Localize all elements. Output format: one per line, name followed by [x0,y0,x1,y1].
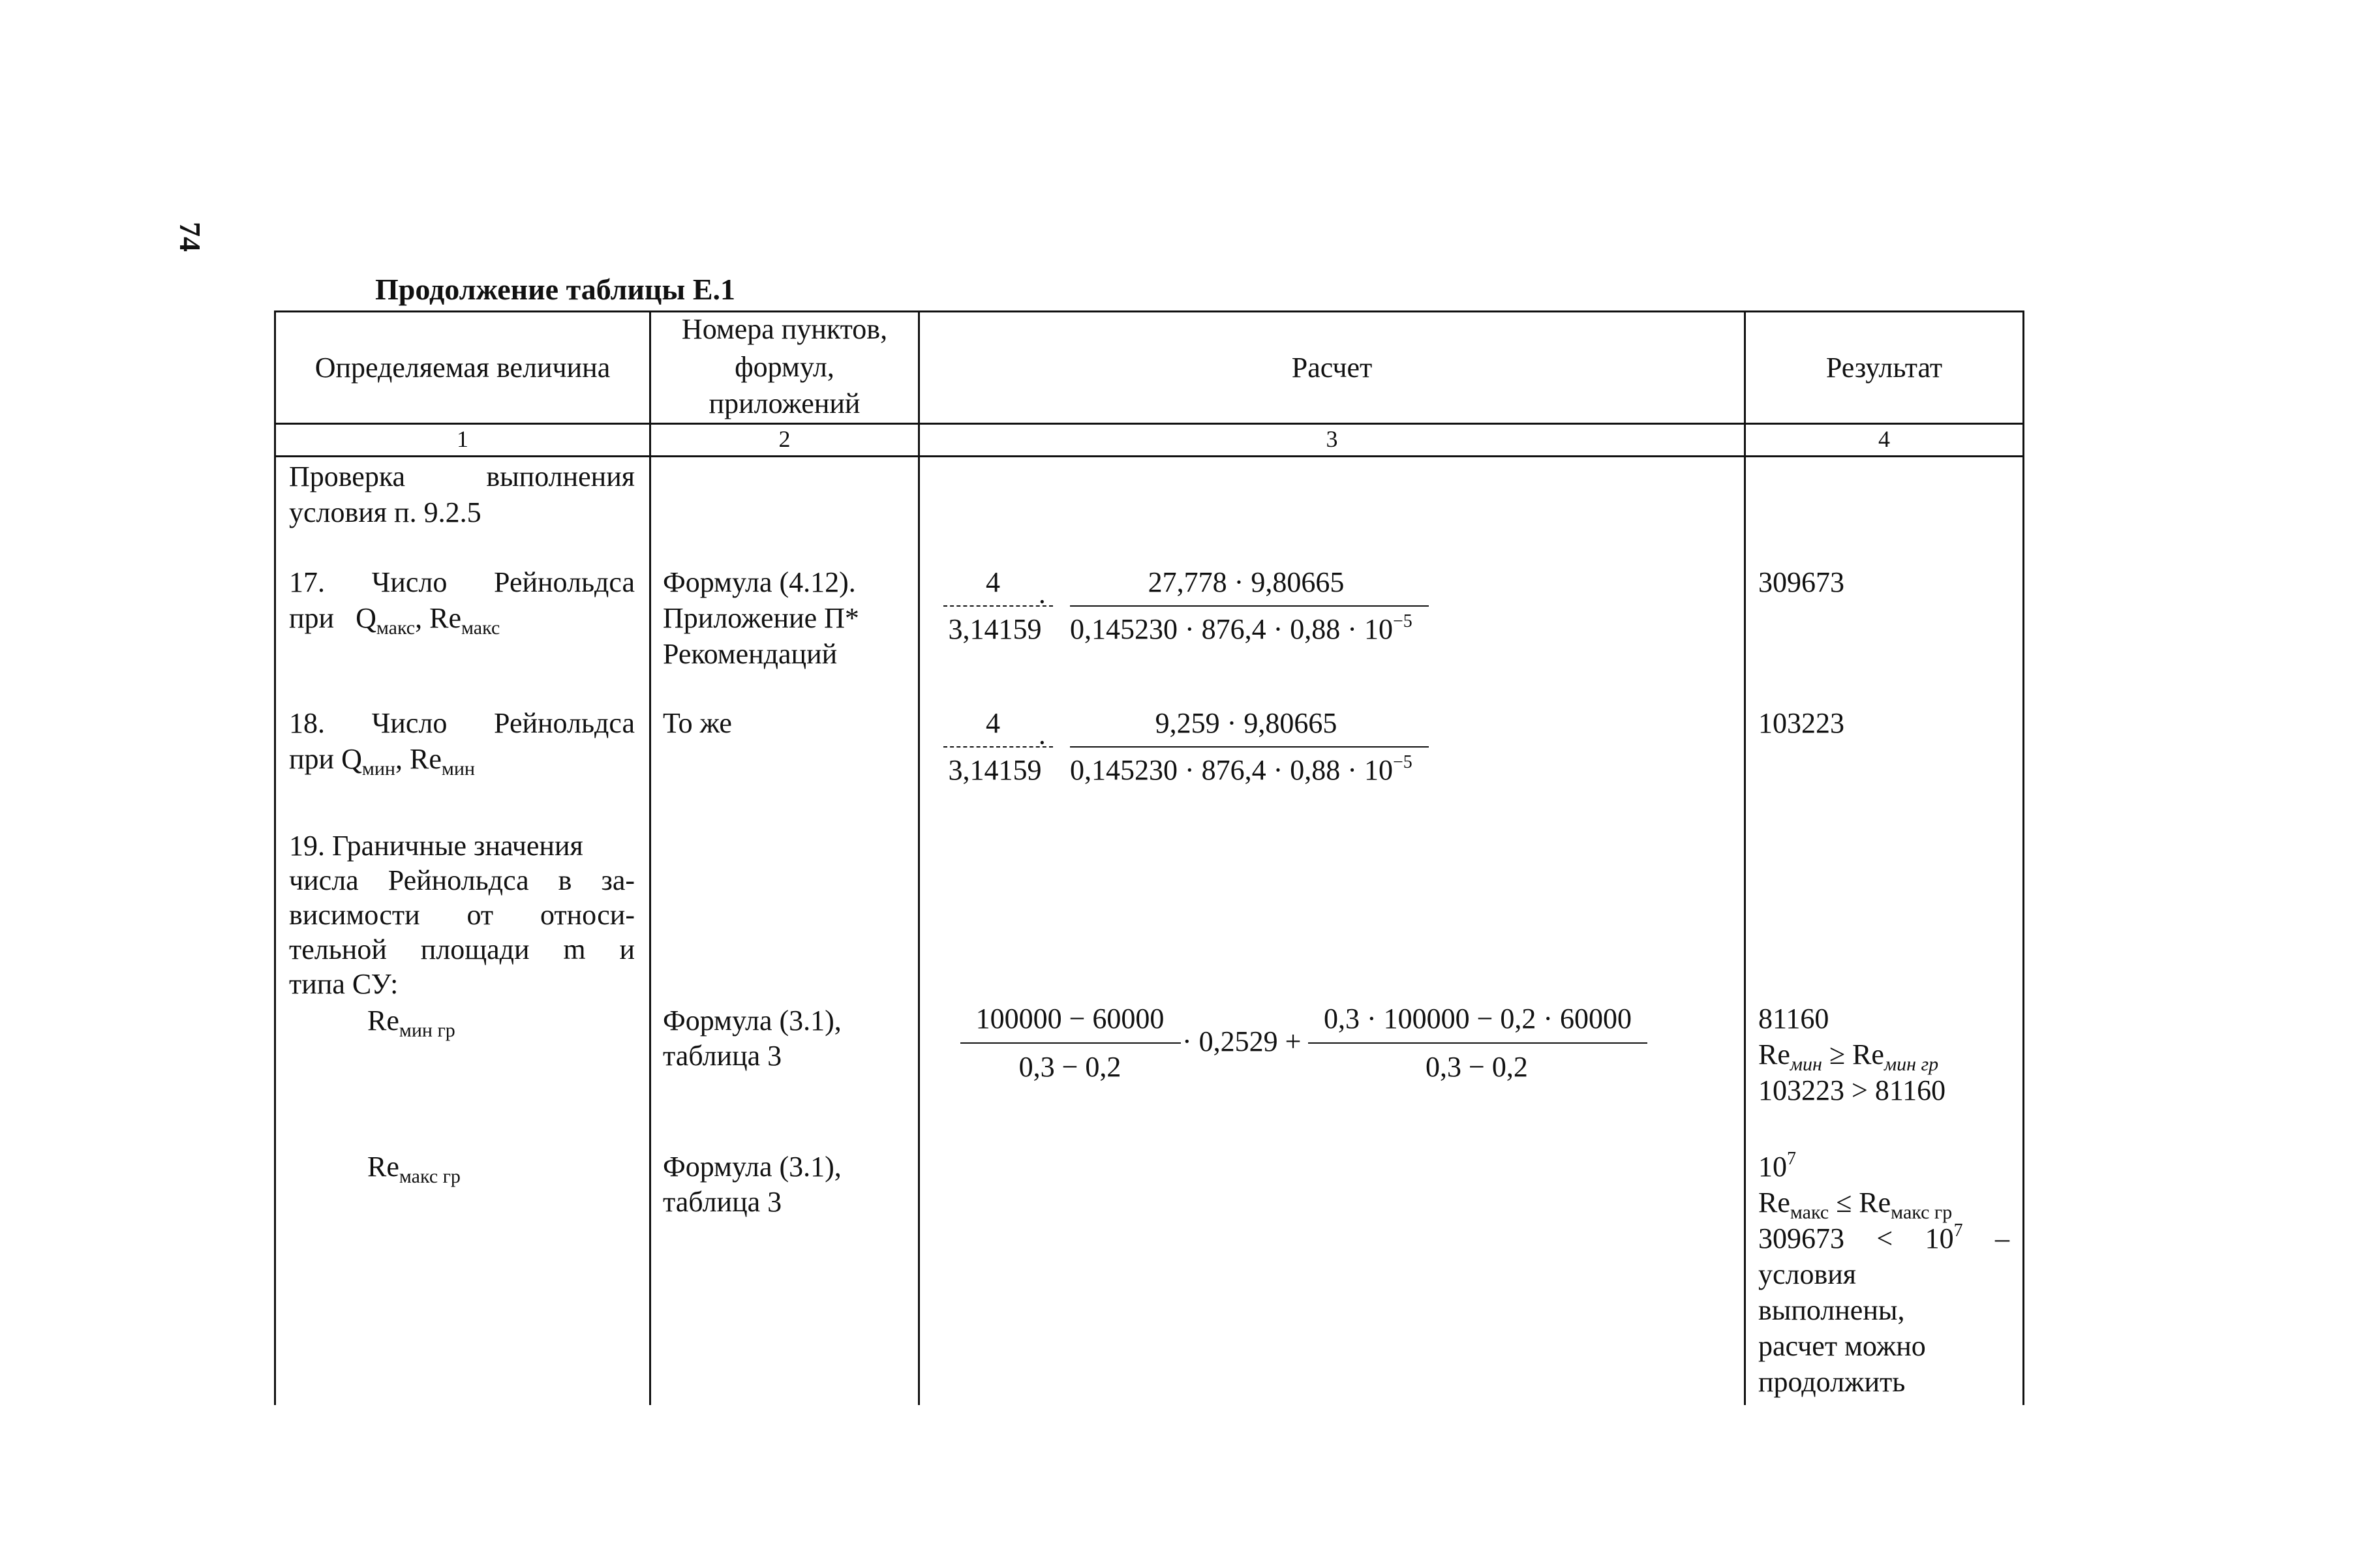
remin-gr-label [367,1003,455,1042]
check-word-2: выполнения [486,461,635,492]
remax-gr-sub: макс гр [399,1166,461,1187]
remax-gr-condition [1758,1185,1952,1224]
remax-gr-label [367,1149,461,1188]
row17-word-2: Рейнольдса [494,566,635,598]
row17-title-line2: при $Q_{макс}$, $Re_{макс}$ [289,602,500,639]
header-col-refs-line2: формул, [735,351,834,383]
remax-tail-line1: условия [1758,1258,1857,1290]
remin-gr-condition [1758,1037,1938,1076]
check-condition-line1 [289,459,635,494]
row18-title-line2: при $Q_{мин}$, $Re_{мин}$ [289,743,475,780]
row18-den2-text: 0,145230 · 876,4 · 0,88 · 10 [1070,754,1393,786]
row18-word-2: Рейнольдса [494,707,635,739]
remin-cond-sub1: мин [1790,1053,1822,1075]
row18-formula-bar2 [1070,746,1429,748]
row18-word-1: 18. Число [289,707,448,739]
row17-den2-text: 0,145230 · 876,4 · 0,88 · 10 [1070,613,1393,645]
table-caption: Продолжение таблицы Е.1 [375,273,736,306]
table-left-border [274,310,276,1405]
header-col-result: Результат [1825,352,1943,384]
row18-formula-num1: 4 [986,707,1000,739]
row17-ref-line1: Формула (4.12). [663,566,856,598]
row18-formula-den2 [1070,753,1412,792]
remax-cmp-c: 10 [1925,1222,1954,1254]
row18-result: 103223 [1758,707,1844,739]
row17-re-sub: макс [461,617,500,639]
remin-cond-op: ≥ Re [1829,1038,1884,1070]
remax-cmp-a: 309673 [1758,1222,1844,1254]
remin-formula-num2: 0,3 · 100000 − 0,2 · 60000 [1323,1003,1632,1035]
remin-formula-mid: · 0,2529 + [1182,1025,1302,1057]
row17-formula-dot: · [1037,586,1047,618]
remax-cmp-c-wrap [1925,1222,1963,1254]
remin-cond-sub2: мин гр [1884,1053,1939,1075]
row17-q: Q [356,602,376,634]
remax-cond-sub2: макс гр [1891,1202,1953,1223]
row18-q-sub: мин [361,758,395,780]
remin-gr-sub: мин гр [399,1020,455,1041]
row17-title-line1 [289,565,635,600]
header-col-calculation: Расчет [1291,352,1373,384]
row17-den2-exp: −5 [1392,611,1412,631]
remax-cmp-d: – [1995,1222,2009,1254]
col-divider-1 [649,310,651,1405]
col-divider-3 [1744,310,1746,1405]
col-number-4: 4 [1878,426,1890,452]
row19-l3-word-2: от [466,899,494,931]
row17-q-sub: макс [376,617,416,639]
row17-re: Re [429,602,462,634]
row19-l2-word-2: Рейнольдса в за- [388,864,635,896]
row17-ref-line2: Приложение П* [663,602,859,634]
col-number-2: 2 [778,426,791,452]
row18-re: Re [409,743,442,775]
table-top-border [274,310,2024,312]
remax-cmp-exp: 7 [1953,1220,1963,1241]
row17-formula-num1: 4 [986,566,1000,598]
remin-cond-re: Re [1758,1038,1790,1070]
page-number: 74 [174,222,207,252]
row19-l3-word-3: относи- [540,899,635,931]
row18-formula-den1: 3,14159 [948,754,1042,786]
row17-formula-num2: 27,778 · 9,80665 [1148,566,1345,598]
row18-ref: То же [663,707,732,739]
remin-formula-num1: 100000 − 60000 [975,1003,1165,1035]
remin-formula-bar1 [960,1042,1181,1044]
header-col-refs-line1: Номера пунктов, [681,313,888,345]
col-number-1: 1 [457,426,468,452]
check-word-1: Проверка [289,461,406,492]
row17-formula-bar2 [1070,605,1429,607]
row17-formula-bar1 [943,605,1053,607]
remax-result-base: 10 [1758,1151,1787,1183]
remax-tail-line3: расчет можно [1758,1330,1926,1362]
row19-title-line5: типа СУ: [289,968,399,1000]
col-number-3: 3 [1326,426,1338,452]
row18-formula-bar1 [943,746,1053,748]
remax-cmp-b: < [1876,1222,1893,1254]
row18-title-line1 [289,706,635,741]
header-col-quantity: Определяемая величина [314,352,611,384]
row18-den2-exp: −5 [1392,752,1412,772]
row19-l2-word-1: числа [289,864,359,896]
remax-gr-re: Re [367,1151,399,1183]
remax-gr-ref-line1: Формула (3.1), [663,1151,842,1183]
remin-gr-ref-line2: таблица 3 [663,1040,782,1072]
row17-formula-den2 [1070,612,1412,651]
remax-tail-line4: продолжить [1758,1366,1906,1398]
remin-gr-ref-line1: Формула (3.1), [663,1005,842,1037]
row17-formula-den1: 3,14159 [948,613,1042,645]
remin-formula-den1: 0,3 − 0,2 [1018,1051,1121,1083]
row19-title-line4 [289,932,635,967]
row18-re-sub: мин [441,758,475,780]
row19-l4-word-3: m и [563,933,635,965]
row17-result: 309673 [1758,566,1844,598]
remin-gr-comparison: 103223 > 81160 [1758,1074,1946,1106]
row19-title-line3 [289,898,635,933]
row17-word-1: 17. Число [289,566,448,598]
remin-formula-bar2 [1308,1042,1647,1044]
row18-q: Q [341,743,362,775]
row19-l3-word-1: висимости [289,899,420,931]
remax-cond-sub1: макс [1790,1202,1829,1223]
row19-title-line2 [289,863,635,898]
table-right-border [2022,310,2024,1405]
remax-result-exp: 7 [1787,1149,1796,1169]
row19-l4-word-1: тельной [289,933,387,965]
row19-l4-word-2: площади [420,933,530,965]
check-condition-line2: условия п. 9.2.5 [289,496,481,528]
remax-gr-comparison [1758,1221,2009,1260]
row18-pri: при [289,743,335,775]
remax-gr-result [1758,1149,1796,1188]
row18-formula-num2: 9,259 · 9,80665 [1155,707,1337,739]
remin-gr-re: Re [367,1005,399,1037]
remax-gr-ref-line2: таблица 3 [663,1186,782,1218]
remin-formula-den2: 0,3 − 0,2 [1426,1051,1528,1083]
row17-ref-line3: Рекомендаций [663,638,838,670]
remin-gr-result: 81160 [1758,1003,1829,1035]
header-col-refs-line3: приложений [709,387,861,419]
row19-title-line1: 19. Граничные значения [289,830,583,862]
row18-formula-dot: · [1037,727,1047,759]
col-divider-2 [918,310,920,1405]
row17-pri: при [289,602,335,634]
colnum-bottom-border [274,455,2024,457]
remax-tail-line2: выполнены, [1758,1294,1905,1326]
remax-cond-op: ≤ Re [1836,1187,1891,1218]
remax-cond-re: Re [1758,1187,1790,1218]
